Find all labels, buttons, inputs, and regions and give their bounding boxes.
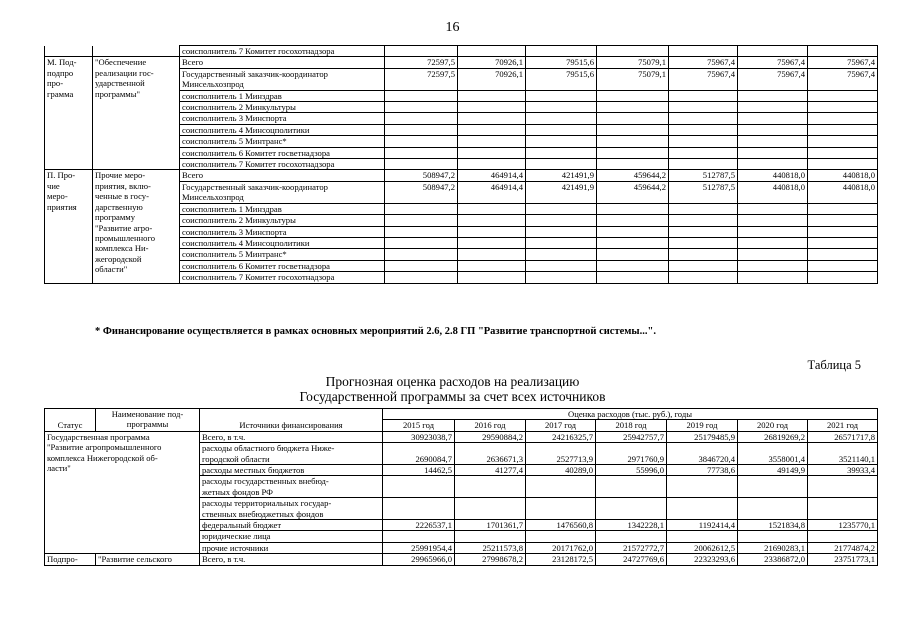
value-cell: 55996,0 — [596, 465, 667, 476]
value-cell: 421491,9 — [526, 181, 597, 203]
value-cell — [808, 249, 878, 260]
value-cell — [455, 498, 526, 520]
value-cell: 77738,6 — [667, 465, 738, 476]
executor-cell: Государственный заказчик-координатор Минсельхозпрод — [180, 68, 385, 90]
value-cell — [597, 226, 669, 237]
value-cell — [526, 272, 597, 283]
value-cell — [738, 237, 808, 248]
value-cell — [808, 215, 878, 226]
value-cell — [458, 260, 526, 271]
value-cell: 79515,6 — [526, 57, 597, 68]
value-cell: 72597,5 — [385, 57, 458, 68]
value-cell — [597, 272, 669, 283]
value-cell: 440818,0 — [738, 181, 808, 203]
executor-cell: соисполнитель 6 Комитет госветнадзора — [180, 260, 385, 271]
value-cell — [526, 476, 596, 498]
value-cell — [738, 136, 808, 147]
table-row — [45, 431, 878, 442]
expense-forecast-table — [44, 408, 878, 566]
value-cell — [808, 476, 878, 498]
value-cell — [738, 476, 808, 498]
value-cell: 29590884,2 — [455, 431, 526, 442]
value-cell — [385, 90, 458, 101]
value-cell — [597, 136, 669, 147]
executor-cell: соисполнитель 7 Комитет госохотнадзора — [180, 272, 385, 283]
value-cell: 20062612,5 — [667, 542, 738, 553]
value-cell: 1235770,1 — [808, 520, 878, 531]
value-cell — [385, 113, 458, 124]
value-cell: 440818,0 — [738, 170, 808, 181]
value-cell: 75079,1 — [597, 68, 669, 90]
value-cell — [669, 147, 738, 158]
table-row — [45, 554, 878, 565]
value-cell — [808, 237, 878, 248]
value-cell — [385, 136, 458, 147]
value-cell — [526, 226, 597, 237]
year-header: 2019 год — [667, 420, 738, 431]
executor-cell: соисполнитель 2 Минкультуры — [180, 215, 385, 226]
value-cell: 421491,9 — [526, 170, 597, 181]
value-cell — [597, 102, 669, 113]
value-cell — [385, 260, 458, 271]
value-cell — [526, 113, 597, 124]
value-cell: 512787,5 — [669, 170, 738, 181]
value-cell — [669, 102, 738, 113]
value-cell — [669, 272, 738, 283]
value-cell — [526, 260, 597, 271]
value-cell — [669, 260, 738, 271]
code-cell — [45, 46, 93, 57]
source-cell: расходы государственных внебюд- жетных фондов РФ — [200, 476, 383, 498]
executor-cell: соисполнитель 3 Минспорта — [180, 113, 385, 124]
value-cell — [808, 90, 878, 101]
value-cell — [669, 237, 738, 248]
value-cell — [383, 498, 455, 520]
value-cell: 14462,5 — [383, 465, 455, 476]
value-cell: 23751773,1 — [808, 554, 878, 565]
table-row — [45, 46, 878, 57]
value-cell — [526, 90, 597, 101]
executor-cell: соисполнитель 1 Минздрав — [180, 203, 385, 214]
program-name: Государственная программа "Развитие агропромышленного комплекса Нижегородской об- ласти" — [45, 431, 200, 553]
value-cell: 23128172,5 — [526, 554, 596, 565]
value-cell — [738, 215, 808, 226]
value-cell — [526, 249, 597, 260]
value-cell: 21774874,2 — [808, 542, 878, 553]
value-cell: 75079,1 — [597, 57, 669, 68]
year-header: 2021 год — [808, 420, 878, 431]
value-cell — [738, 272, 808, 283]
subprogram-name: "Развитие сельского — [96, 554, 200, 565]
value-cell — [385, 159, 458, 170]
value-cell — [738, 531, 808, 542]
value-cell — [738, 498, 808, 520]
value-cell — [597, 249, 669, 260]
value-cell: 512787,5 — [669, 181, 738, 203]
executor-cell: соисполнитель 5 Минтранс* — [180, 249, 385, 260]
value-cell: 40289,0 — [526, 465, 596, 476]
value-cell — [458, 136, 526, 147]
value-cell — [526, 159, 597, 170]
page-number: 16 — [445, 20, 460, 35]
value-cell: 20171762,0 — [526, 542, 596, 553]
table-title-line2: Государственной программы за счет всех источников — [299, 389, 606, 404]
value-cell — [808, 272, 878, 283]
value-cell — [808, 531, 878, 542]
value-cell — [667, 531, 738, 542]
value-cell — [738, 46, 808, 57]
value-cell — [526, 124, 597, 135]
subprogram-name: Прочие меро- приятия, вклю- ченные в госу- дарственную программу "Развитие агро- промышленного комплекса Ни- жегородской области" — [93, 170, 180, 283]
value-cell: 22323293,6 — [667, 554, 738, 565]
value-cell: 24727769,6 — [596, 554, 667, 565]
footnote: * Финансирование осуществляется в рамках основных мероприятий 2.6, 2.8 ГП "Развитие транспортной системы...". — [95, 326, 656, 337]
value-cell — [669, 249, 738, 260]
value-cell: 3846720,4 — [667, 443, 738, 465]
value-cell: 1521834,8 — [738, 520, 808, 531]
value-cell — [458, 272, 526, 283]
value-cell — [383, 531, 455, 542]
value-cell — [597, 215, 669, 226]
value-cell — [738, 102, 808, 113]
value-cell: 26819269,2 — [738, 431, 808, 442]
value-cell: 72597,5 — [385, 68, 458, 90]
value-cell — [597, 203, 669, 214]
value-cell: 75967,4 — [808, 57, 878, 68]
value-cell: 29965966,0 — [383, 554, 455, 565]
source-cell: прочие источники — [200, 542, 383, 553]
value-cell: 79515,6 — [526, 68, 597, 90]
value-cell — [808, 136, 878, 147]
value-cell — [669, 226, 738, 237]
value-cell: 25991954,4 — [383, 542, 455, 553]
value-cell: 2226537,1 — [383, 520, 455, 531]
subprogram-name: "Обеспечение реализации гос- ударственной программы" — [93, 57, 180, 170]
value-cell — [385, 147, 458, 158]
value-cell — [738, 147, 808, 158]
value-cell — [526, 136, 597, 147]
value-cell — [597, 90, 669, 101]
value-cell — [808, 159, 878, 170]
value-cell — [669, 215, 738, 226]
value-cell — [738, 124, 808, 135]
value-cell: 49149,9 — [738, 465, 808, 476]
value-cell: 508947,2 — [385, 181, 458, 203]
value-cell — [458, 46, 526, 57]
value-cell — [808, 260, 878, 271]
value-cell — [458, 249, 526, 260]
value-cell — [458, 124, 526, 135]
value-cell: 75967,4 — [669, 68, 738, 90]
value-cell — [667, 498, 738, 520]
value-cell — [526, 498, 596, 520]
value-cell: 464914,4 — [458, 181, 526, 203]
value-cell — [458, 215, 526, 226]
value-cell: 440818,0 — [808, 181, 878, 203]
year-header: 2020 год — [738, 420, 808, 431]
value-cell — [808, 226, 878, 237]
value-cell — [808, 203, 878, 214]
subprogram-code: М. Под- подпро про- грамма — [45, 57, 93, 170]
executor-cell: Государственный заказчик-координатор Минсельхозпрод — [180, 181, 385, 203]
value-cell — [385, 249, 458, 260]
value-cell — [385, 46, 458, 57]
executor-cell: соисполнитель 2 Минкультуры — [180, 102, 385, 113]
source-cell: юридические лица — [200, 531, 383, 542]
value-cell — [738, 113, 808, 124]
value-cell — [385, 226, 458, 237]
value-cell: 3558001,4 — [738, 443, 808, 465]
value-cell: 21690283,1 — [738, 542, 808, 553]
value-cell: 25211573,8 — [455, 542, 526, 553]
value-cell — [597, 159, 669, 170]
value-cell — [808, 147, 878, 158]
table-label: Таблица 5 — [807, 358, 861, 372]
executor-cell: соисполнитель 3 Минспорта — [180, 226, 385, 237]
value-cell: 2690084,7 — [383, 443, 455, 465]
value-cell — [385, 124, 458, 135]
value-cell — [738, 159, 808, 170]
value-cell — [596, 498, 667, 520]
value-cell — [526, 203, 597, 214]
value-cell: 1476560,8 — [526, 520, 596, 531]
value-cell: 23386872,0 — [738, 554, 808, 565]
value-cell: 30923038,7 — [383, 431, 455, 442]
value-cell — [458, 113, 526, 124]
value-cell: 70926,1 — [458, 68, 526, 90]
subprogram-code: П. Про- чие меро- приятия — [45, 170, 93, 283]
value-cell — [458, 237, 526, 248]
value-cell — [385, 272, 458, 283]
subprogram-funding-table — [44, 45, 878, 284]
value-cell — [808, 124, 878, 135]
executor-cell: соисполнитель 4 Минсоцполитики — [180, 124, 385, 135]
value-cell — [385, 215, 458, 226]
value-cell — [808, 102, 878, 113]
header-row — [45, 409, 878, 420]
source-cell: расходы областного бюджета Ниже- городской области — [200, 443, 383, 465]
value-cell: 41277,4 — [455, 465, 526, 476]
name-header: Наименование под- программы — [96, 409, 200, 432]
year-header: 2016 год — [455, 420, 526, 431]
value-cell — [458, 90, 526, 101]
value-cell: 459644,2 — [597, 170, 669, 181]
value-cell — [455, 476, 526, 498]
value-cell — [385, 203, 458, 214]
status-cell: Подпро- — [45, 554, 96, 565]
status-header: Статус — [45, 409, 96, 432]
value-cell: 464914,4 — [458, 170, 526, 181]
value-cell: 2527713,9 — [526, 443, 596, 465]
year-header: 2018 год — [596, 420, 667, 431]
value-cell: 27998678,2 — [455, 554, 526, 565]
value-cell: 1342228,1 — [596, 520, 667, 531]
value-cell — [808, 498, 878, 520]
value-cell: 75967,4 — [808, 68, 878, 90]
executor-cell: Всего — [180, 57, 385, 68]
source-cell: расходы местных бюджетов — [200, 465, 383, 476]
value-cell — [526, 237, 597, 248]
value-cell — [383, 476, 455, 498]
value-cell — [385, 102, 458, 113]
value-cell — [669, 124, 738, 135]
value-cell — [458, 102, 526, 113]
value-cell: 25942757,7 — [596, 431, 667, 442]
sources-header: Источники финансирования — [200, 409, 383, 432]
value-cell: 75967,4 — [738, 57, 808, 68]
source-cell: федеральный бюджет — [200, 520, 383, 531]
value-cell — [526, 102, 597, 113]
value-cell: 3521140,1 — [808, 443, 878, 465]
value-cell — [526, 147, 597, 158]
executor-cell: соисполнитель 5 Минтранс* — [180, 136, 385, 147]
value-cell — [526, 46, 597, 57]
value-cell — [597, 260, 669, 271]
value-cell: 440818,0 — [808, 170, 878, 181]
value-cell: 75967,4 — [738, 68, 808, 90]
value-cell — [458, 226, 526, 237]
value-cell: 24216325,7 — [526, 431, 596, 442]
table-title-line1: Прогнозная оценка расходов на реализацию — [325, 374, 580, 389]
source-cell: Всего, в т.ч. — [200, 431, 383, 442]
value-cell — [458, 147, 526, 158]
table-row — [45, 170, 878, 181]
executor-cell: соисполнитель 7 Комитет госохотнадзора — [180, 46, 385, 57]
estimate-header: Оценка расходов (тыс. руб.), годы — [383, 409, 878, 420]
value-cell — [455, 531, 526, 542]
value-cell: 21572772,7 — [596, 542, 667, 553]
value-cell: 25179485,9 — [667, 431, 738, 442]
executor-cell: соисполнитель 6 Комитет госветнадзора — [180, 147, 385, 158]
executor-cell: соисполнитель 7 Комитет госохотнадзора — [180, 159, 385, 170]
value-cell — [597, 147, 669, 158]
year-header: 2017 год — [526, 420, 596, 431]
value-cell: 1701361,7 — [455, 520, 526, 531]
value-cell — [597, 113, 669, 124]
source-cell: расходы территориальных государ- ственных внебюджетных фондов — [200, 498, 383, 520]
value-cell — [738, 249, 808, 260]
value-cell — [738, 90, 808, 101]
value-cell: 1192414,4 — [667, 520, 738, 531]
value-cell: 508947,2 — [385, 170, 458, 181]
value-cell: 70926,1 — [458, 57, 526, 68]
value-cell: 75967,4 — [669, 57, 738, 68]
value-cell — [597, 46, 669, 57]
value-cell: 2971760,9 — [596, 443, 667, 465]
executor-cell: соисполнитель 1 Минздрав — [180, 90, 385, 101]
value-cell — [808, 113, 878, 124]
value-cell — [596, 531, 667, 542]
value-cell — [667, 476, 738, 498]
value-cell — [385, 237, 458, 248]
value-cell — [597, 237, 669, 248]
value-cell — [526, 531, 596, 542]
value-cell — [738, 260, 808, 271]
value-cell — [458, 203, 526, 214]
value-cell — [526, 215, 597, 226]
value-cell — [669, 46, 738, 57]
name-cell — [93, 46, 180, 57]
value-cell: 26571717,8 — [808, 431, 878, 442]
value-cell — [596, 476, 667, 498]
value-cell — [738, 226, 808, 237]
value-cell — [669, 203, 738, 214]
value-cell — [669, 136, 738, 147]
year-header: 2015 год — [383, 420, 455, 431]
value-cell: 459644,2 — [597, 181, 669, 203]
value-cell — [669, 159, 738, 170]
value-cell — [669, 90, 738, 101]
source-cell: Всего, в т.ч. — [200, 554, 383, 565]
table-row — [45, 57, 878, 68]
executor-cell: Всего — [180, 170, 385, 181]
value-cell — [458, 159, 526, 170]
value-cell: 2636671,3 — [455, 443, 526, 465]
value-cell — [597, 124, 669, 135]
value-cell — [738, 203, 808, 214]
value-cell — [808, 46, 878, 57]
executor-cell: соисполнитель 4 Минсоцполитики — [180, 237, 385, 248]
value-cell: 39933,4 — [808, 465, 878, 476]
value-cell — [669, 113, 738, 124]
